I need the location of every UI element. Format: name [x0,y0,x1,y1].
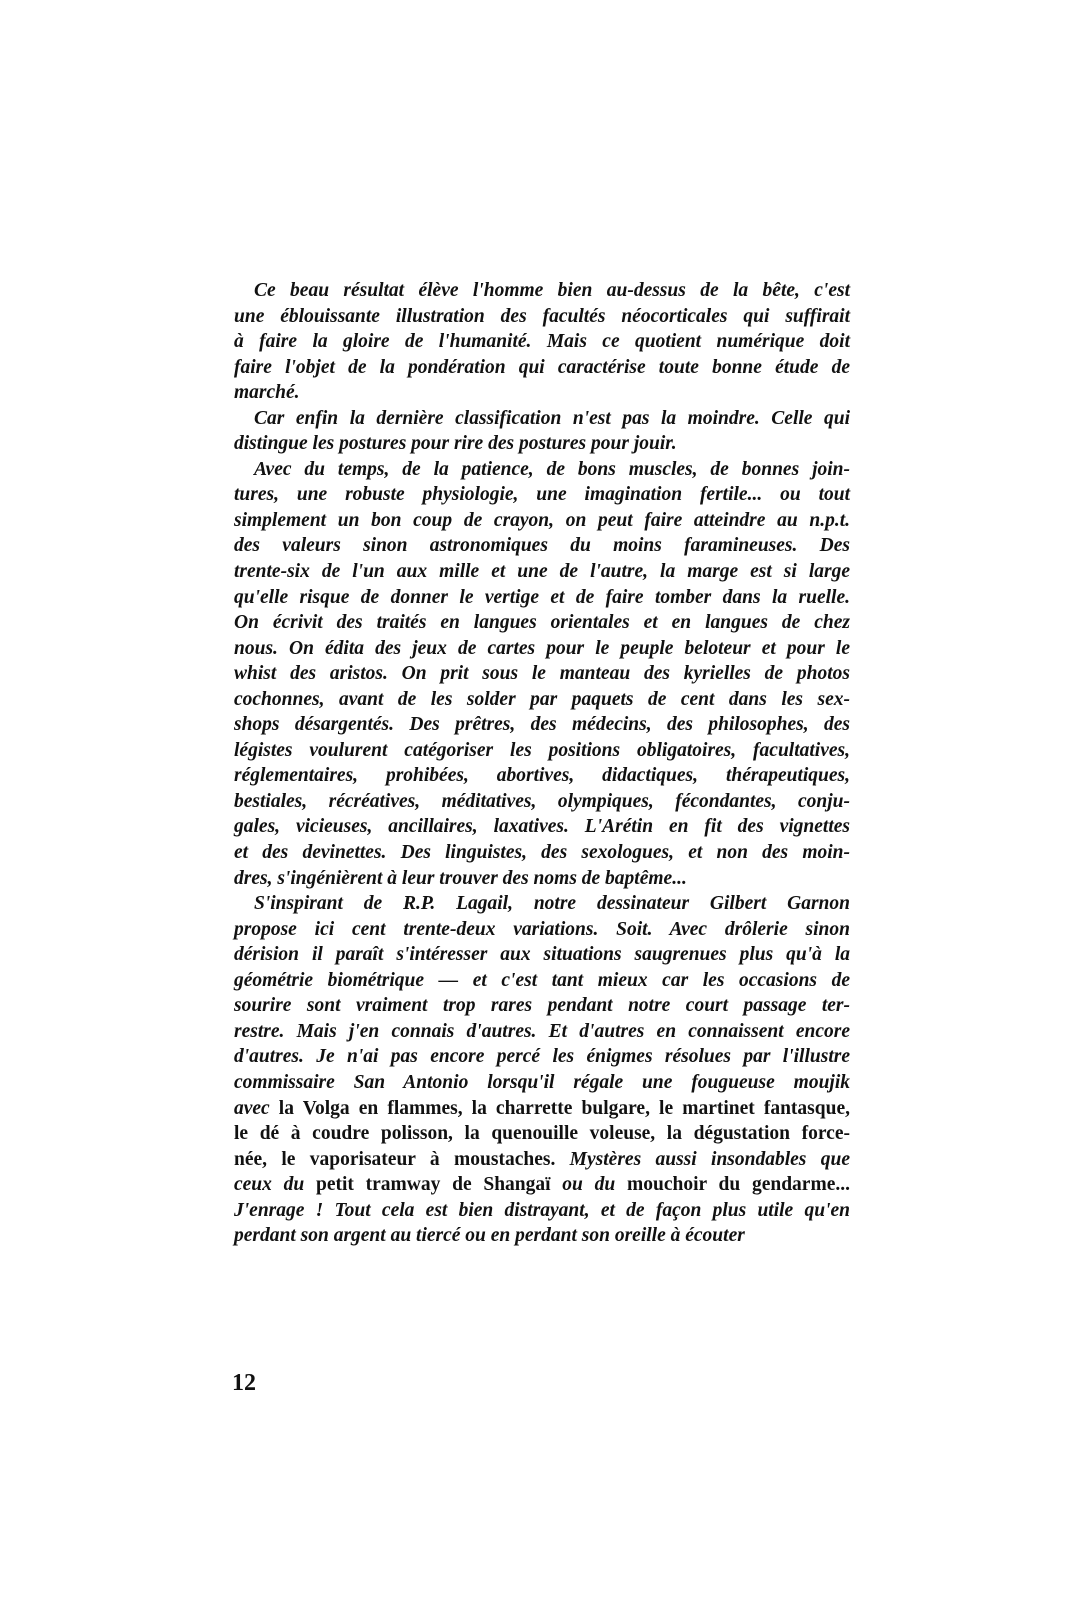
text-line [234,738,850,764]
text-run: marché. [234,382,300,404]
text-line [234,406,850,432]
paragraph-1 [234,278,850,406]
text-run: propose ici cent trente-deux variations. Soit. Avec drôlerie sinon [234,918,850,940]
text-line [234,431,850,457]
text-line [234,1121,850,1147]
text-line [234,278,850,304]
text-line [234,712,850,738]
text-run: qu'elle risque de donner le vertige et de faire tomber dans la ruelle. [234,586,850,608]
text-run: distingue les postures pour rire des postures pour jouir. [234,433,677,455]
text-run: nous. On édita des jeux de cartes pour le peuple beloteur et pour le [234,637,850,659]
text-line [234,304,850,330]
text-line [234,1147,850,1173]
page-number: 12 [232,1370,256,1396]
text-run: tures, une robuste physiologie, une imagination fertile... ou tout [234,484,850,506]
text-run: géométrie biométrique — et c'est tant mieux car les occasions de [234,969,850,991]
text-run: la Volga en flammes, la charrette bulgare, le martinet fantasque, [269,1097,850,1119]
text-run: ou du [562,1174,616,1196]
text-line [234,1044,850,1070]
text-run: sourire sont vraiment trop rares pendant notre court passage ter- [234,995,850,1017]
text-line [234,993,850,1019]
text-line [234,1223,850,1249]
text-line [234,1019,850,1045]
text-line [234,355,850,381]
text-run: Car enfin la dernière classification n'est pas la moindre. Celle qui [254,407,850,429]
text-run: faire l'objet de la pondération qui caractérise toute bonne étude de [234,356,850,378]
text-run: une éblouissante illustration des facultés néocorticales qui suffirait [234,305,850,327]
text-line [234,968,850,994]
text-run: ceux du [234,1174,305,1196]
text-run: petit tramway de Shangaï [304,1174,563,1196]
text-run: mouchoir du gendarme... [615,1174,850,1196]
body-text [234,278,850,1249]
text-line [234,482,850,508]
paragraph-4 [234,891,850,1249]
paragraph-2 [234,406,850,457]
text-run: cochonnes, avant de les solder par paquets de cent dans les sex- [234,688,850,710]
text-line [234,1096,850,1122]
text-run: le dé à coudre polisson, la quenouille voleuse, la dégustation force- [234,1123,850,1145]
text-line [234,917,850,943]
text-line [234,1198,850,1224]
text-line [234,559,850,585]
text-run: J'enrage ! Tout cela est bien distrayant, et de façon plus utile qu'en [234,1199,850,1221]
text-line [234,661,850,687]
text-line [234,789,850,815]
text-line [234,687,850,713]
text-line [234,457,850,483]
text-line [234,1172,850,1198]
text-run: réglementaires, prohibées, abortives, didactiques, thérapeutiques, [234,765,850,787]
text-run: Avec du temps, de la patience, de bons muscles, de bonnes join- [254,458,850,480]
text-run: née, le vaporisateur à moustaches. [234,1148,570,1170]
text-line [234,1070,850,1096]
text-line [234,866,850,892]
text-line [234,533,850,559]
text-run: perdant son argent au tiercé ou en perdant son oreille à écouter [234,1225,745,1247]
text-run: à faire la gloire de l'humanité. Mais ce quotient numérique doit [234,331,850,353]
text-run: dérision il paraît s'intéresser aux situations saugrenues plus qu'à la [234,944,850,966]
text-line [234,840,850,866]
text-run: d'autres. Je n'ai pas encore percé les énigmes résolues par l'illustre [234,1046,850,1068]
paragraph-3 [234,457,850,891]
text-run: Ce beau résultat élève l'homme bien au-dessus de la bête, c'est [254,280,850,301]
text-run: gales, vicieuses, ancillaires, laxatives. L'Arétin en fit des vignettes [234,816,850,838]
text-run: des valeurs sinon astronomiques du moins faramineuses. Des [234,535,850,557]
text-line [234,891,850,917]
text-run: shops désargentés. Des prêtres, des médecins, des philosophes, des [234,714,850,736]
text-run: légistes voulurent catégoriser les positions obligatoires, facultatives, [234,739,850,761]
text-run: bestiales, récréatives, méditatives, olympiques, fécondantes, conju- [234,790,850,812]
text-run: On écrivit des traités en langues orientales et en langues de chez [234,612,850,634]
text-run: dres, s'ingénièrent à leur trouver des noms de baptême... [234,867,687,889]
text-run: whist des aristos. On prit sous le manteau des kyrielles de photos [234,663,850,685]
text-run: simplement un bon coup de crayon, on peut faire atteindre au n.p.t. [234,509,850,531]
text-run: et des devinettes. Des linguistes, des sexologues, et non des moin- [234,842,850,864]
text-run: commissaire San Antonio lorsqu'il régale une fougueuse moujik [234,1071,850,1093]
text-line [234,942,850,968]
text-line [234,329,850,355]
text-line [234,508,850,534]
text-line [234,814,850,840]
text-line [234,636,850,662]
text-line [234,380,850,406]
text-line [234,610,850,636]
text-run: restre. Mais j'en connais d'autres. Et d'autres en connaissent encore [234,1020,850,1042]
text-run: trente-six de l'un aux mille et une de l'autre, la marge est si large [234,561,850,583]
text-run: Mystères aussi insondables que [569,1148,850,1170]
text-run: avec [234,1097,270,1119]
text-line [234,585,850,611]
text-run: S'inspirant de R.P. Lagail, notre dessinateur Gilbert Garnon [254,893,850,915]
text-line [234,763,850,789]
